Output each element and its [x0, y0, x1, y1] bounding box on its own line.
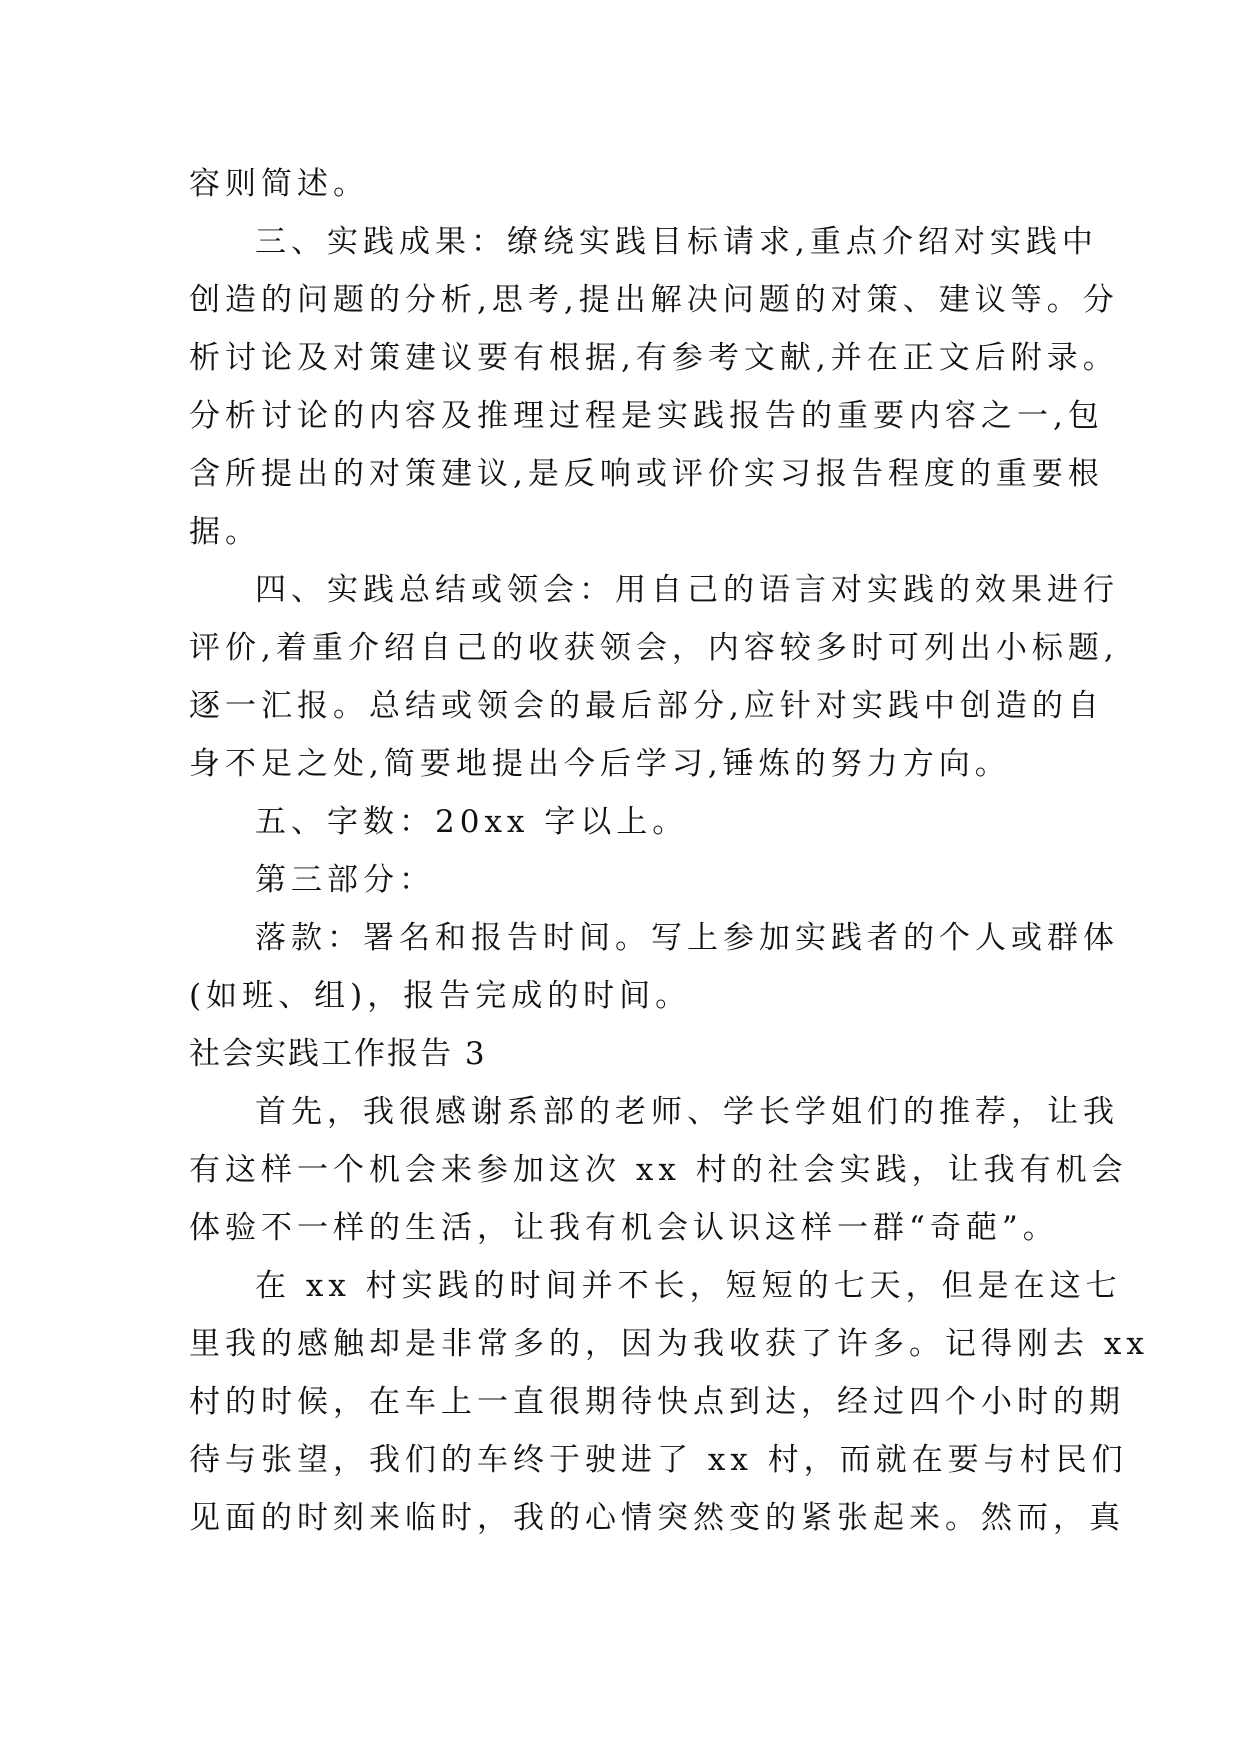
paragraph-first-line: 在 xx 村实践的时间并不长，短短的七天，但是在这七 [255, 1268, 1122, 1304]
paragraph-first-line: 首先，我很感谢系部的老师、学长学姐们的推荐，让我 [255, 1094, 1119, 1130]
body-text-line: (如班、组)，报告完成的时间。 [189, 978, 692, 1014]
signature-instruction: 落款：署名和报告时间。写上参加实践者的个人或群体 [255, 920, 1119, 956]
body-text-line: 里我的感触却是非常多的，因为我收获了许多。记得刚去 xx [189, 1326, 1149, 1362]
body-text-line: 创造的问题的分析,思考,提出解决问题的对策、建议等。分 [189, 282, 1119, 318]
body-text-line: 见面的时刻来临时，我的心情突然变的紧张起来。然而，真 [189, 1500, 1125, 1536]
body-text-line: 待与张望，我们的车终于驶进了 xx 村，而就在要与村民们 [189, 1442, 1128, 1478]
body-text-line: 评价,着重介绍自己的收获领会，内容较多时可列出小标题, [189, 630, 1119, 666]
body-text-line: 析讨论及对策建议要有根据,有参考文献,并在正文后附录。 [189, 340, 1119, 376]
report-title: 社会实践工作报告 3 [189, 1036, 487, 1072]
body-text-line: 分析讨论的内容及推理过程是实践报告的重要内容之一,包 [189, 398, 1104, 434]
section-heading-summary: 四、实践总结或领会：用自己的语言对实践的效果进行 [255, 572, 1119, 608]
body-text-line: 身不足之处,简要地提出今后学习,锤炼的努力方向。 [189, 746, 1011, 782]
body-text-line: 逐一汇报。总结或领会的最后部分,应针对实践中创造的自 [189, 688, 1104, 724]
body-text-line: 含所提出的对策建议,是反响或评价实习报告程度的重要根 [189, 456, 1104, 492]
section-heading-word-count: 五、字数：20xx 字以上。 [255, 804, 689, 840]
body-text-line: 容则简述。 [189, 166, 369, 202]
section-heading-part-three: 第三部分： [255, 862, 435, 898]
body-text-line: 体验不一样的生活，让我有机会认识这样一群“奇葩”。 [189, 1210, 1059, 1246]
section-heading-results: 三、实践成果：缭绕实践目标请求,重点介绍对实践中 [255, 224, 1098, 260]
body-text-line: 据。 [189, 514, 261, 550]
body-text-line: 村的时候，在车上一直很期待快点到达，经过四个小时的期 [189, 1384, 1125, 1420]
body-text-line: 有这样一个机会来参加这次 xx 村的社会实践，让我有机会 [189, 1152, 1128, 1188]
